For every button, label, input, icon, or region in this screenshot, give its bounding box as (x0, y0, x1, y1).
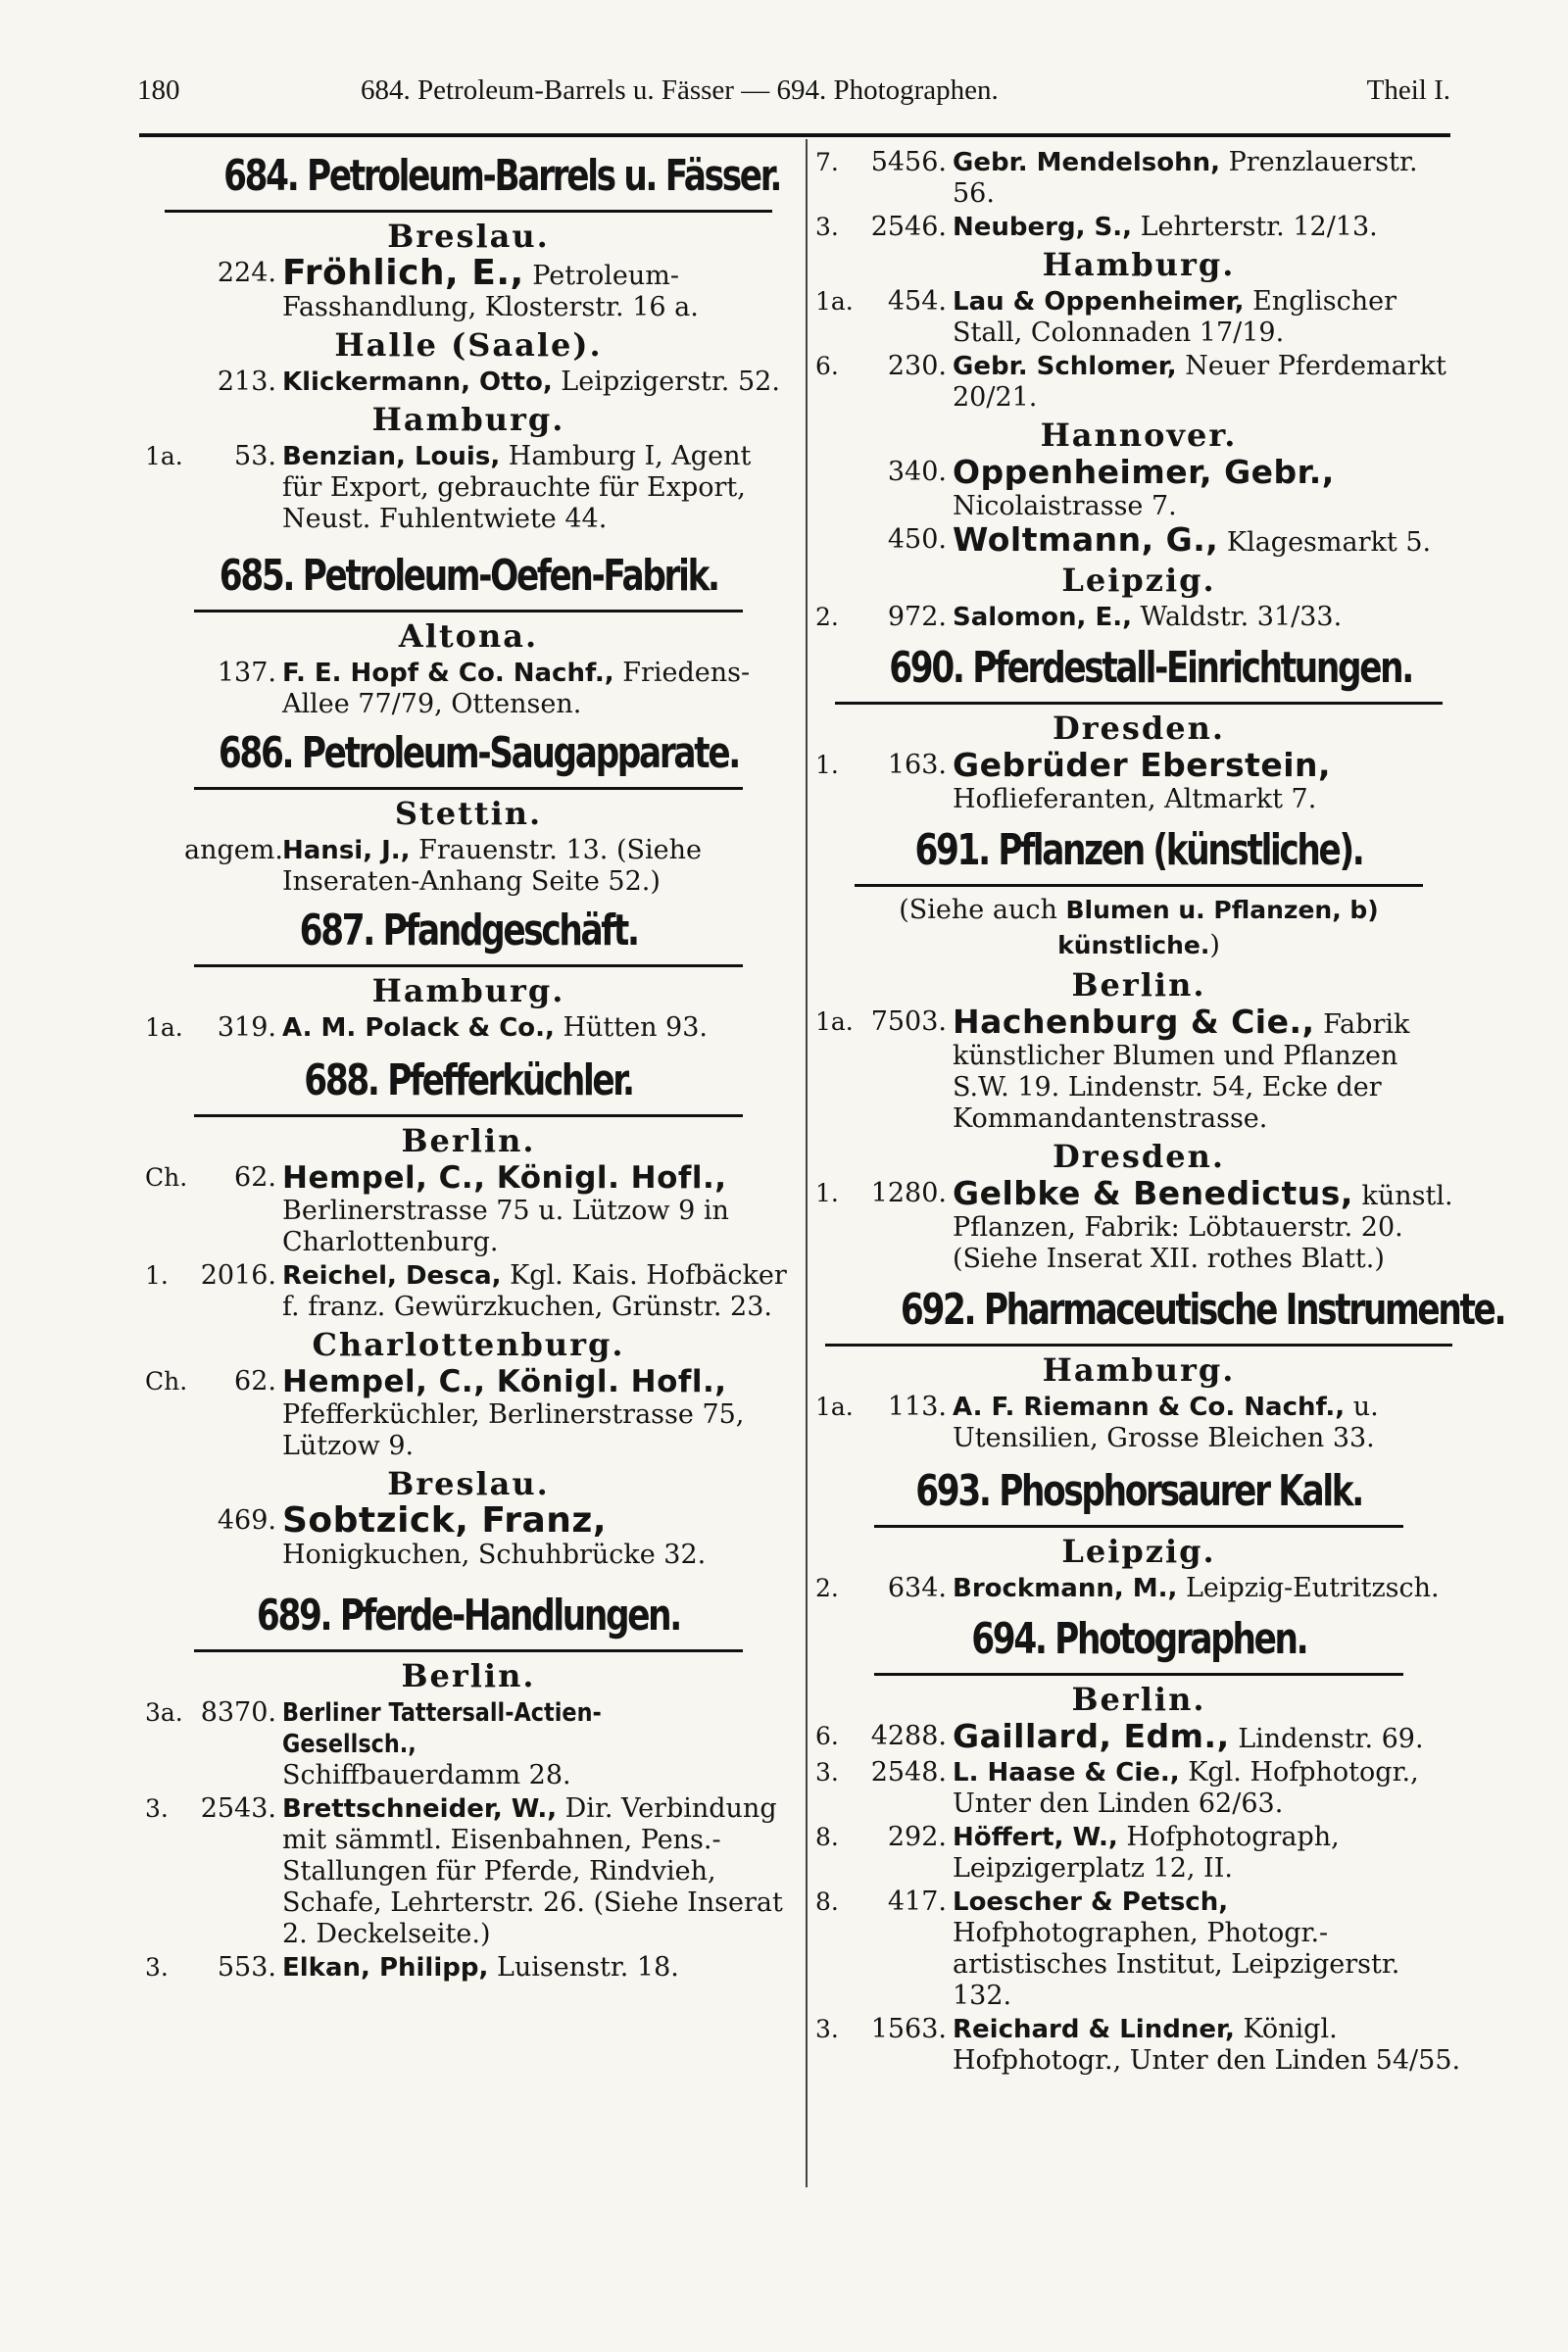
listing-entry (815, 286, 1462, 349)
firm-details: Petroleum-Fasshandlung, Klosterstr. 16 a. (282, 261, 699, 322)
firm-details: Waldstr. 31/33. (1131, 602, 1343, 632)
city-heading: Berlin. (401, 1657, 536, 1694)
listing-entry (145, 1793, 792, 1950)
entry-number: 62. (234, 1162, 276, 1193)
firm-details: u. Utensilien, Grosse Bleichen 33. (953, 1392, 1379, 1453)
firm-name: Gaillard, Edm., (953, 1717, 1230, 1755)
listing-entry (145, 1366, 792, 1462)
entry-class: 1. (815, 751, 839, 779)
firm-name: A. M. Polack & Co., (282, 1013, 555, 1043)
left-column (145, 145, 792, 1985)
firm-details: Klagesmarkt 5. (1218, 527, 1432, 558)
entry-number: 163. (887, 750, 947, 780)
firm-details: Honigkuchen, Schuhbrücke 32. (282, 1540, 707, 1570)
listing-entry (145, 1162, 792, 1258)
listing-entry (815, 351, 1462, 414)
entry-number: 137. (217, 658, 276, 688)
section-rule (855, 884, 1423, 887)
entry-number: 1280. (870, 1178, 947, 1208)
entry-number: 319. (217, 1012, 276, 1043)
firm-details: Schiffbauerdamm 28. (282, 1760, 571, 1790)
entry-number: 2016. (200, 1260, 276, 1291)
entry-class: 1. (145, 1261, 169, 1290)
firm-details: Leipzig-Eutritzsch. (1177, 1573, 1440, 1603)
firm-details: Königl. Hofphotogr., Unter den Linden 54/55. (953, 2014, 1461, 2076)
section-rule (194, 1649, 743, 1652)
entry-class: 6. (815, 1722, 839, 1750)
firm-name: Lau & Oppenheimer, (953, 287, 1245, 317)
listing-entry (815, 2014, 1462, 2077)
entry-class: 1a. (815, 287, 854, 316)
firm-details: Leipzigerstr. 52. (552, 367, 780, 397)
entry-number: 450. (887, 524, 947, 555)
firm-details: Fabrik künstlicher Blumen und Pflanzen S.W. 19. Lindenstr. 54, Ecke der Kommandantenstrasse. (953, 1009, 1410, 1134)
firm-details: Hütten 93. (554, 1012, 708, 1043)
entry-number: 8370. (200, 1697, 276, 1728)
section-688 (145, 1054, 792, 1108)
listing-entry (145, 1260, 792, 1323)
section-title: 689. Pferde-Handlungen. (256, 1591, 680, 1641)
section-684 (145, 149, 792, 204)
part-label: Theil I. (1366, 74, 1450, 106)
firm-name: Reichard & Lindner, (953, 2015, 1235, 2044)
listing-entry (145, 658, 792, 720)
section-rule (194, 964, 743, 967)
section-690 (815, 641, 1462, 696)
firm-details: Pfefferküchler, Berlinerstrasse 75, Lützow 9. (282, 1399, 745, 1461)
section-693 (815, 1464, 1462, 1519)
entry-class: 3. (145, 1794, 169, 1823)
city-heading: Berlin. (1071, 1681, 1206, 1718)
entry-class: 6. (815, 352, 839, 380)
city-heading: Berlin. (401, 1122, 536, 1159)
city-heading: Hamburg. (1042, 1351, 1236, 1389)
firm-details: Luisenstr. 18. (488, 1952, 679, 1983)
firm-name: Klickermann, Otto, (282, 368, 553, 397)
entry-class: 3. (815, 213, 839, 241)
firm-name: F. E. Hopf & Co. Nachf., (282, 659, 614, 688)
firm-name: Loescher & Petsch, (953, 1887, 1229, 1917)
firm-details: Hoflieferanten, Altmarkt 7. (953, 784, 1317, 814)
running-title: 684. Petroleum-Barrels u. Fässer — 694. Photographen. (361, 74, 999, 106)
entry-class: Ch. (145, 1367, 188, 1396)
entry-number: 113. (887, 1392, 947, 1422)
listing-entry (145, 1697, 792, 1791)
entry-class: 2. (815, 603, 839, 631)
firm-name: Benzian, Louis, (282, 442, 501, 471)
listing-entry (815, 1174, 1462, 1275)
firm-details: Berlinerstrasse 75 u. Lützow 9 in Charlottenburg. (282, 1196, 729, 1257)
listing-entry (815, 520, 1462, 559)
city-heading: Breslau. (387, 1465, 550, 1502)
city-heading: Stettin. (394, 795, 543, 832)
firm-details: Kgl. Hofphotogr., Unter den Linden 62/63. (953, 1757, 1419, 1819)
firm-details: künstl. Pflanzen, Fabrik: Löbtauerstr. 20. (Siehe Inserat XII. rothes Blatt.) (953, 1181, 1453, 1274)
section-title: 687. Pfandgeschäft. (299, 906, 638, 956)
firm-name: Brettschneider, W., (282, 1794, 558, 1824)
section-title: 694. Photographen. (970, 1614, 1307, 1664)
city-heading: Altona. (398, 617, 539, 655)
listing-entry (815, 453, 1462, 522)
column-divider (806, 139, 808, 2187)
firm-name: Gebrüder Eberstein, (953, 746, 1332, 784)
entry-class: 3a. (145, 1698, 183, 1727)
listing-entry (815, 1003, 1462, 1135)
section-rule (874, 1673, 1403, 1676)
listing-entry (815, 1822, 1462, 1885)
firm-name: Gelbke & Benedictus, (953, 1174, 1353, 1212)
section-687 (145, 904, 792, 958)
section-title: 693. Phosphorsaurer Kalk. (915, 1466, 1362, 1516)
firm-details: Englischer Stall, Colonnaden 17/19. (953, 286, 1397, 348)
firm-details: Hamburg I, Agent für Export, gebrauchte für Export, Neust. Fuhlentwiete 44. (282, 441, 752, 534)
city-heading: Charlottenburg. (312, 1326, 625, 1363)
entry-class: 1. (815, 1179, 839, 1207)
listing-entry (815, 1717, 1462, 1755)
listing-entry (815, 1886, 1462, 2012)
entry-number: 553. (217, 1952, 276, 1983)
entry-number: 213. (217, 367, 276, 397)
firm-name: A. F. Riemann & Co. Nachf., (953, 1393, 1346, 1422)
cross-reference-note (815, 893, 1462, 963)
entry-number: 1563. (870, 2014, 947, 2044)
section-title: 684. Petroleum-Barrels u. Fässer. (223, 151, 781, 201)
entry-number: 230. (887, 351, 947, 381)
section-title: 692. Pharmaceutische Instrumente. (900, 1285, 1505, 1335)
listing-entry (815, 147, 1462, 210)
listing-entry (815, 746, 1462, 815)
firm-name: Reichel, Desca, (282, 1261, 502, 1291)
listing-entry (145, 1952, 792, 1984)
note-text: (Siehe auch (899, 895, 1066, 925)
entry-number: 224. (217, 258, 276, 288)
firm-name: Woltmann, G., (953, 520, 1219, 559)
section-rule (165, 210, 772, 213)
firm-name: L. Haase & Cie., (953, 1758, 1180, 1788)
entry-number: 62. (234, 1366, 276, 1396)
entry-class: 3. (145, 1953, 169, 1982)
entry-class: 7. (815, 148, 839, 176)
firm-name: Fröhlich, E., (282, 253, 524, 293)
firm-name: Hachenburg & Cie., (953, 1003, 1315, 1041)
header-rule (139, 133, 1450, 137)
firm-name: Berliner Tattersall-Actien-Gesellsch., (282, 1698, 602, 1759)
listing-entry (815, 1392, 1462, 1454)
firm-name: Gebr. Schlomer, (953, 352, 1177, 381)
firm-details: Friedens-Allee 77/79, Ottensen. (282, 658, 751, 719)
firm-name: Oppenheimer, Gebr., (953, 453, 1335, 491)
firm-details: Hofphotograph, Leipzigerplatz 12, II. (953, 1822, 1340, 1884)
section-686 (145, 726, 792, 781)
firm-details: Prenzlauerstr. 56. (953, 147, 1418, 209)
entry-number: 454. (887, 286, 947, 317)
city-heading: Leipzig. (1061, 562, 1216, 599)
page-number: 180 (137, 74, 180, 106)
entry-class: 3. (815, 1758, 839, 1787)
firm-details: Nicolaistrasse 7. (953, 491, 1177, 521)
firm-name: Elkan, Philipp, (282, 1953, 489, 1983)
section-title: 690. Pferdestall-Einrichtungen. (889, 643, 1412, 693)
section-title: 691. Pflanzen (künstliche). (914, 825, 1363, 875)
city-heading: Halle (Saale). (334, 326, 603, 364)
city-heading: Hamburg. (371, 401, 565, 438)
entry-class: Ch. (145, 1163, 188, 1192)
firm-name: Hempel, C., Königl. Hofl., (282, 1364, 727, 1399)
firm-details: Lehrterstr. 12/13. (1132, 212, 1378, 242)
city-heading: Berlin. (1071, 966, 1206, 1004)
section-692 (815, 1283, 1505, 1338)
city-heading: Dresden. (1052, 1138, 1226, 1175)
entry-number: 2546. (870, 212, 947, 242)
entry-number: 634. (887, 1573, 947, 1603)
entry-class: 1a. (145, 1013, 183, 1042)
firm-details: Frauenstr. 13. (Siehe Inseraten-Anhang Seite 52.) (282, 835, 702, 897)
entry-number: 4288. (870, 1721, 947, 1751)
entry-class: 1a. (815, 1393, 854, 1421)
section-rule (835, 702, 1443, 705)
entry-number: 292. (887, 1822, 947, 1852)
note-text: ) (1209, 930, 1220, 960)
city-heading: Breslau. (387, 218, 550, 255)
firm-name: Hempel, C., Königl. Hofl., (282, 1160, 727, 1196)
firm-name: Sobtzick, Franz, (282, 1500, 608, 1541)
firm-details: Kgl. Kais. Hofbäcker f. franz. Gewürzkuchen, Grünstr. 23. (282, 1260, 787, 1322)
firm-name: Höffert, W., (953, 1823, 1118, 1852)
section-rule (194, 610, 743, 612)
firm-details: Neuer Pferdemarkt 20/21. (953, 351, 1446, 413)
entry-number: 417. (887, 1886, 947, 1917)
entry-number: angem. (184, 835, 283, 865)
entry-number: 469. (217, 1505, 276, 1536)
section-rule (194, 787, 743, 790)
listing-entry (145, 1012, 792, 1044)
listing-entry (145, 835, 792, 898)
page-header (137, 74, 1450, 114)
city-heading: Dresden. (1052, 710, 1226, 747)
listing-entry (815, 1573, 1462, 1604)
firm-name: Brockmann, M., (953, 1574, 1178, 1603)
entry-number: 7503. (870, 1006, 947, 1037)
right-column (815, 145, 1505, 2079)
section-691 (815, 823, 1462, 878)
city-heading: Hamburg. (371, 972, 565, 1009)
section-title: 688. Pfefferküchler. (304, 1055, 633, 1105)
listing-entry (145, 1500, 792, 1571)
section-689 (145, 1589, 792, 1643)
section-title: 685. Petroleum-Oefen-Fabrik. (219, 551, 718, 601)
section-rule (874, 1525, 1403, 1528)
listing-entry (145, 253, 792, 323)
listing-entry (145, 367, 792, 398)
section-rule (825, 1344, 1452, 1347)
entry-number: 2548. (870, 1757, 947, 1788)
entry-class: 1a. (145, 442, 183, 470)
entry-number: 972. (887, 602, 947, 632)
entry-class: 8. (815, 1887, 839, 1916)
listing-entry (815, 602, 1462, 633)
entry-number: 5456. (870, 147, 947, 177)
entry-number: 53. (234, 441, 276, 471)
entry-class: 3. (815, 2015, 839, 2043)
note-reference: Blumen u. Pflanzen, b) künstliche. (1057, 896, 1379, 959)
firm-name: Hansi, J., (282, 836, 411, 865)
firm-details: Lindenstr. 69. (1229, 1724, 1424, 1754)
entry-class: 1a. (815, 1007, 854, 1036)
entry-class: 2. (815, 1574, 839, 1602)
city-heading: Hannover. (1040, 416, 1238, 454)
section-694 (815, 1612, 1462, 1667)
firm-name: Salomon, E., (953, 603, 1132, 632)
city-heading: Leipzig. (1061, 1533, 1216, 1570)
listing-entry (815, 1757, 1462, 1820)
firm-details: Hofphotographen, Photogr.-artistisches Institut, Leipzigerstr. 132. (953, 1918, 1400, 2011)
listing-entry (815, 212, 1462, 243)
firm-name: Neuberg, S., (953, 213, 1132, 242)
entry-number: 340. (887, 457, 947, 487)
city-heading: Hamburg. (1042, 246, 1236, 283)
section-title: 686. Petroleum-Saugapparate. (218, 728, 739, 778)
section-685 (145, 549, 792, 604)
firm-name: Gebr. Mendelsohn, (953, 148, 1221, 177)
firm-details: Dir. Verbindung mit sämmtl. Eisenbahnen, Pens.-Stallungen für Pferde, Rindvieh, Schafe, Lehrterstr. 26. (Siehe Inserat 2. Deckelseite.) (282, 1793, 783, 1949)
section-rule (194, 1114, 743, 1117)
entry-class: 8. (815, 1823, 839, 1851)
entry-number: 2543. (200, 1793, 276, 1824)
listing-entry (145, 441, 792, 535)
